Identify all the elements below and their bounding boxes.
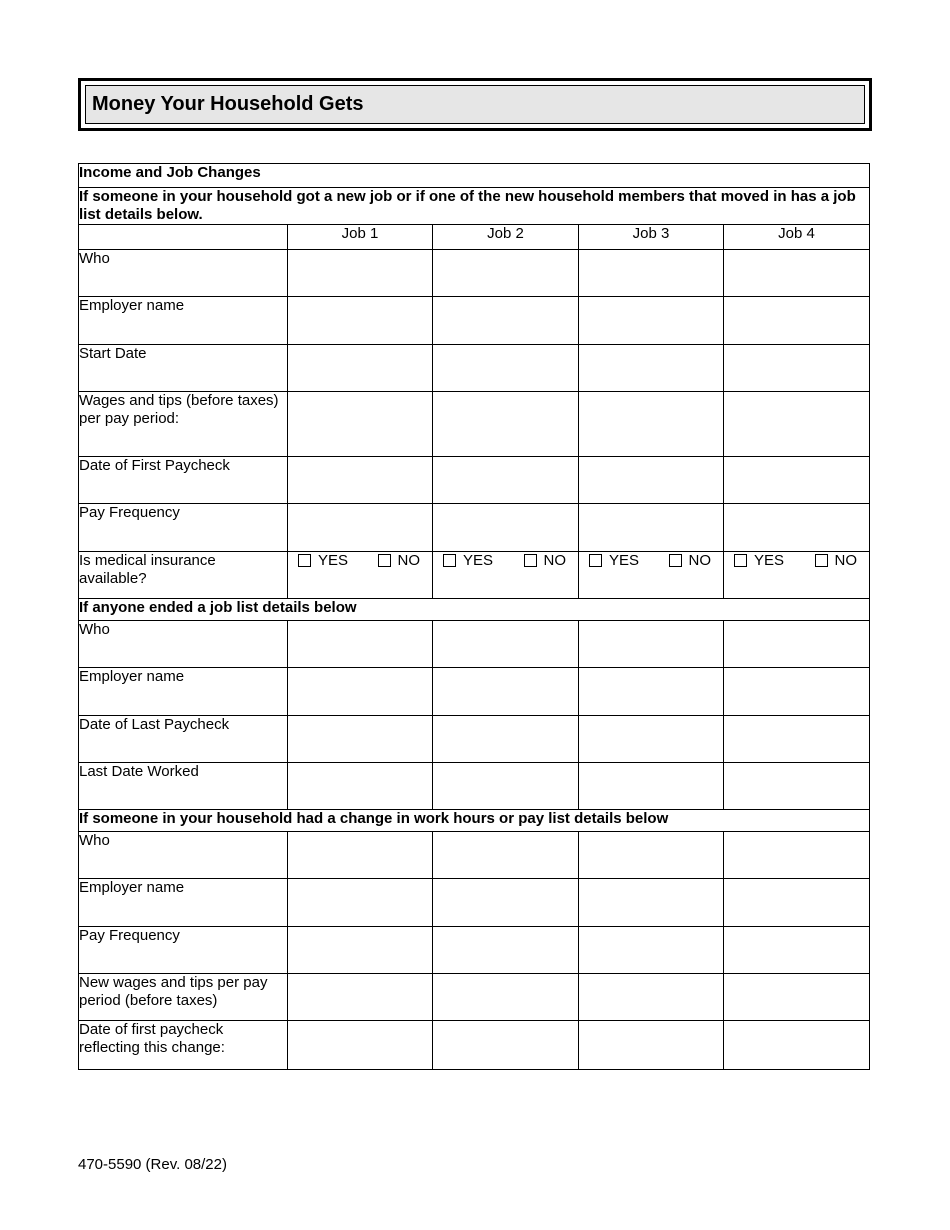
yes-label: YES [754, 552, 785, 569]
input-cell[interactable] [433, 1021, 579, 1070]
income-job-changes-table [78, 163, 870, 1070]
yes-checkbox[interactable] [298, 554, 311, 567]
yes-label: YES [463, 552, 494, 569]
input-cell[interactable] [724, 297, 870, 345]
row-label-pay-frequency: Pay Frequency [79, 927, 288, 974]
input-cell[interactable] [288, 668, 433, 716]
column-header-job-2: Job 2 [433, 225, 579, 250]
input-cell[interactable] [433, 879, 579, 927]
input-cell[interactable] [724, 250, 870, 297]
row-label-who: Who [79, 621, 288, 668]
no-checkbox[interactable] [815, 554, 828, 567]
input-cell[interactable] [579, 1021, 724, 1070]
input-cell[interactable] [579, 345, 724, 392]
input-cell[interactable] [724, 1021, 870, 1070]
input-cell[interactable] [724, 392, 870, 457]
yes-checkbox[interactable] [734, 554, 747, 567]
row-label-date-first-paycheck-change: Date of first paycheck reflecting this change: [79, 1021, 288, 1070]
input-cell[interactable] [288, 832, 433, 879]
input-cell[interactable] [288, 621, 433, 668]
no-checkbox[interactable] [669, 554, 682, 567]
input-cell[interactable] [724, 974, 870, 1021]
yes-label: YES [318, 552, 349, 569]
row-label-date-last-paycheck: Date of Last Paycheck [79, 716, 288, 763]
input-cell[interactable] [579, 621, 724, 668]
row-label-medical-insurance: Is medical insurance available? [79, 552, 288, 599]
yes-checkbox[interactable] [443, 554, 456, 567]
input-cell[interactable] [724, 832, 870, 879]
yes-checkbox[interactable] [589, 554, 602, 567]
input-cell[interactable] [433, 621, 579, 668]
input-cell[interactable] [724, 927, 870, 974]
input-cell[interactable] [724, 668, 870, 716]
input-cell[interactable] [724, 345, 870, 392]
input-cell[interactable] [433, 345, 579, 392]
input-cell[interactable] [288, 250, 433, 297]
no-checkbox[interactable] [524, 554, 537, 567]
page-title: Money Your Household Gets [85, 85, 865, 124]
input-cell[interactable] [579, 668, 724, 716]
input-cell[interactable] [724, 763, 870, 810]
row-label-wages-and-tips: Wages and tips (before taxes) per pay period: [79, 392, 288, 457]
input-cell[interactable] [288, 392, 433, 457]
no-label: NO [834, 552, 858, 569]
input-cell[interactable] [579, 832, 724, 879]
row-label-start-date: Start Date [79, 345, 288, 392]
column-header-job-3: Job 3 [579, 225, 724, 250]
input-cell[interactable] [579, 457, 724, 504]
input-cell[interactable] [579, 297, 724, 345]
input-cell[interactable] [579, 392, 724, 457]
input-cell[interactable] [288, 927, 433, 974]
input-cell[interactable] [433, 927, 579, 974]
input-cell[interactable] [433, 974, 579, 1021]
input-cell[interactable] [724, 621, 870, 668]
ended-job-heading: If anyone ended a job list details below [79, 599, 870, 621]
input-cell[interactable] [579, 250, 724, 297]
no-label: NO [688, 552, 711, 569]
input-cell[interactable] [433, 668, 579, 716]
change-heading: If someone in your household had a change in work hours or pay list details below [79, 810, 870, 832]
form-number: 470-5590 (Rev. 08/22) [78, 1156, 227, 1173]
input-cell[interactable] [579, 763, 724, 810]
input-cell[interactable] [579, 927, 724, 974]
row-label-who: Who [79, 250, 288, 297]
input-cell[interactable] [288, 297, 433, 345]
input-cell[interactable] [433, 250, 579, 297]
input-cell[interactable] [433, 716, 579, 763]
row-label-last-date-worked: Last Date Worked [79, 763, 288, 810]
input-cell[interactable] [288, 763, 433, 810]
medical-insurance-job-1 [288, 552, 433, 599]
input-cell[interactable] [288, 716, 433, 763]
input-cell[interactable] [433, 392, 579, 457]
input-cell[interactable] [288, 345, 433, 392]
row-label-employer-name: Employer name [79, 297, 288, 345]
no-label: NO [397, 552, 420, 569]
input-cell[interactable] [433, 297, 579, 345]
row-label-who: Who [79, 832, 288, 879]
input-cell[interactable] [433, 504, 579, 552]
no-label: NO [543, 552, 566, 569]
input-cell[interactable] [579, 879, 724, 927]
medical-insurance-job-3 [579, 552, 724, 599]
column-header-job-4: Job 4 [724, 225, 870, 250]
no-checkbox[interactable] [378, 554, 391, 567]
row-label-employer-name: Employer name [79, 668, 288, 716]
row-label-pay-frequency: Pay Frequency [79, 504, 288, 552]
input-cell[interactable] [579, 504, 724, 552]
page-title-box [78, 78, 872, 131]
section-intro: If someone in your household got a new job or if one of the new household members that moved in has a job list details below. [79, 188, 870, 225]
yes-label: YES [609, 552, 640, 569]
input-cell[interactable] [724, 879, 870, 927]
input-cell[interactable] [288, 504, 433, 552]
medical-insurance-job-2 [433, 552, 579, 599]
column-header-job-1: Job 1 [288, 225, 433, 250]
input-cell[interactable] [288, 879, 433, 927]
input-cell[interactable] [724, 716, 870, 763]
row-label-employer-name: Employer name [79, 879, 288, 927]
row-label-date-first-paycheck: Date of First Paycheck [79, 457, 288, 504]
medical-insurance-job-4 [724, 552, 870, 599]
input-cell[interactable] [288, 974, 433, 1021]
input-cell[interactable] [288, 457, 433, 504]
input-cell[interactable] [579, 974, 724, 1021]
input-cell[interactable] [579, 716, 724, 763]
input-cell[interactable] [433, 763, 579, 810]
input-cell[interactable] [288, 1021, 433, 1070]
column-header-blank [79, 225, 288, 250]
input-cell[interactable] [724, 457, 870, 504]
section-title: Income and Job Changes [79, 164, 870, 188]
row-label-new-wages: New wages and tips per pay period (before taxes) [79, 974, 288, 1021]
input-cell[interactable] [433, 832, 579, 879]
input-cell[interactable] [724, 504, 870, 552]
input-cell[interactable] [433, 457, 579, 504]
